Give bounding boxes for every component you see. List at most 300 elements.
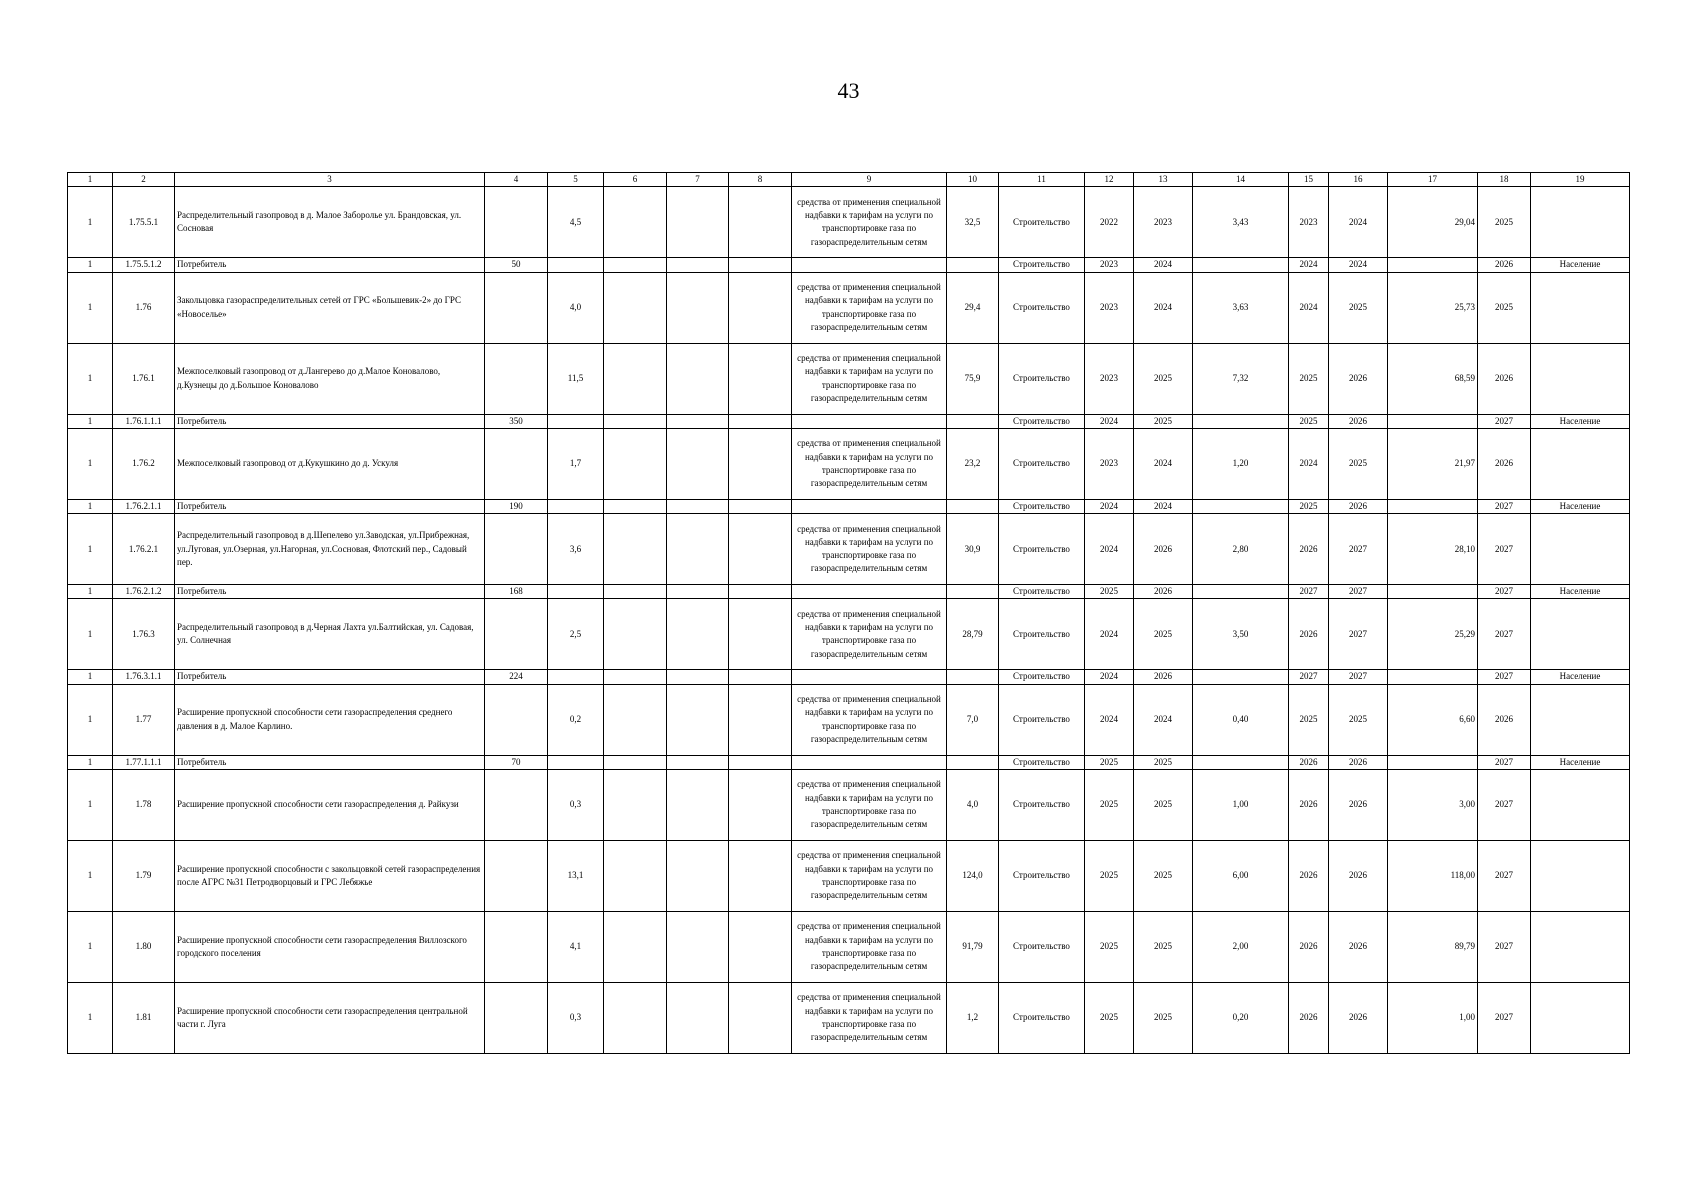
project-row	[68, 428, 1630, 499]
cell-col-8	[729, 670, 792, 684]
cell-col-8	[729, 499, 792, 513]
cell-col-4	[485, 599, 548, 670]
cell-col-5	[548, 585, 604, 599]
cell-col-5	[548, 670, 604, 684]
cell-col-17	[1388, 258, 1478, 272]
cell-col-19	[1531, 684, 1630, 755]
cell-col-17	[1388, 585, 1478, 599]
cell-col-8	[729, 258, 792, 272]
cell-col-19: Население	[1531, 755, 1630, 769]
cell-col-5	[548, 258, 604, 272]
cell-col-9: средства от применения специальной надбавки к тарифам на услуги по транспортировке газа по газораспределительным сетям	[792, 343, 947, 414]
cell-col-13: 2024	[1134, 684, 1193, 755]
cell-col-14: 7,32	[1193, 343, 1289, 414]
cell-col-4	[485, 514, 548, 585]
cell-col-18: 2027	[1478, 670, 1531, 684]
cell-col-10	[947, 755, 999, 769]
cell-col-13: 2024	[1134, 258, 1193, 272]
cell-col-17: 68,59	[1388, 343, 1478, 414]
project-row	[68, 983, 1630, 1054]
cell-col-18: 2026	[1478, 684, 1531, 755]
cell-col-14: 2,80	[1193, 514, 1289, 585]
cell-col-14: 1,20	[1193, 428, 1289, 499]
project-row	[68, 514, 1630, 585]
cell-col-18: 2027	[1478, 599, 1531, 670]
cell-col-9	[792, 258, 947, 272]
consumer-row	[68, 585, 1630, 599]
cell-col-5: 4,0	[548, 272, 604, 343]
cell-col-6	[604, 499, 667, 513]
cell-col-17: 118,00	[1388, 841, 1478, 912]
cell-col-11: Строительство	[999, 514, 1085, 585]
cell-col-9: средства от применения специальной надбавки к тарифам на услуги по транспортировке газа по газораспределительным сетям	[792, 912, 947, 983]
cell-col-13: 2025	[1134, 343, 1193, 414]
cell-col-7	[667, 599, 729, 670]
cell-col-2: 1.76.2.1.2	[113, 585, 175, 599]
column-header: 10	[947, 173, 999, 187]
column-header: 8	[729, 173, 792, 187]
cell-col-1: 1	[68, 983, 113, 1054]
cell-col-6	[604, 514, 667, 585]
cell-col-19	[1531, 514, 1630, 585]
cell-col-10: 1,2	[947, 983, 999, 1054]
cell-col-6	[604, 755, 667, 769]
cell-col-17: 21,97	[1388, 428, 1478, 499]
cell-col-12: 2024	[1085, 414, 1134, 428]
cell-col-18: 2026	[1478, 343, 1531, 414]
project-row	[68, 187, 1630, 258]
cell-col-10: 4,0	[947, 770, 999, 841]
cell-col-17: 28,10	[1388, 514, 1478, 585]
cell-col-18: 2027	[1478, 841, 1531, 912]
cell-col-17: 1,00	[1388, 983, 1478, 1054]
cell-col-12: 2023	[1085, 428, 1134, 499]
cell-col-6	[604, 599, 667, 670]
cell-col-6	[604, 841, 667, 912]
cell-col-7	[667, 272, 729, 343]
column-header: 12	[1085, 173, 1134, 187]
cell-col-4: 350	[485, 414, 548, 428]
cell-col-3: Потребитель	[175, 258, 485, 272]
cell-col-13: 2026	[1134, 670, 1193, 684]
cell-col-18: 2027	[1478, 414, 1531, 428]
cell-col-1: 1	[68, 272, 113, 343]
cell-col-3: Потребитель	[175, 585, 485, 599]
cell-col-15: 2026	[1289, 983, 1329, 1054]
cell-col-14	[1193, 755, 1289, 769]
cell-col-4: 50	[485, 258, 548, 272]
cell-col-1: 1	[68, 414, 113, 428]
column-header: 7	[667, 173, 729, 187]
cell-col-19	[1531, 983, 1630, 1054]
cell-col-8	[729, 841, 792, 912]
cell-col-1: 1	[68, 841, 113, 912]
cell-col-17: 6,60	[1388, 684, 1478, 755]
cell-col-9	[792, 755, 947, 769]
cell-col-8	[729, 599, 792, 670]
cell-col-19: Население	[1531, 585, 1630, 599]
cell-col-14	[1193, 670, 1289, 684]
cell-col-5: 0,3	[548, 983, 604, 1054]
cell-col-2: 1.76.2.1	[113, 514, 175, 585]
cell-col-13: 2024	[1134, 428, 1193, 499]
cell-col-7	[667, 912, 729, 983]
cell-col-11: Строительство	[999, 755, 1085, 769]
cell-col-9	[792, 585, 947, 599]
cell-col-1: 1	[68, 499, 113, 513]
cell-col-13: 2026	[1134, 514, 1193, 585]
column-header: 2	[113, 173, 175, 187]
cell-col-2: 1.80	[113, 912, 175, 983]
project-row	[68, 684, 1630, 755]
cell-col-9	[792, 670, 947, 684]
cell-col-12: 2023	[1085, 272, 1134, 343]
cell-col-16: 2026	[1329, 343, 1388, 414]
cell-col-7	[667, 684, 729, 755]
column-header: 16	[1329, 173, 1388, 187]
cell-col-12: 2025	[1085, 912, 1134, 983]
project-row	[68, 599, 1630, 670]
cell-col-10: 28,79	[947, 599, 999, 670]
cell-col-9: средства от применения специальной надбавки к тарифам на услуги по транспортировке газа по газораспределительным сетям	[792, 684, 947, 755]
cell-col-12: 2025	[1085, 770, 1134, 841]
cell-col-18: 2027	[1478, 770, 1531, 841]
consumer-row	[68, 258, 1630, 272]
cell-col-2: 1.76.3.1.1	[113, 670, 175, 684]
cell-col-8	[729, 428, 792, 499]
cell-col-12: 2023	[1085, 343, 1134, 414]
cell-col-9: средства от применения специальной надбавки к тарифам на услуги по транспортировке газа по газораспределительным сетям	[792, 514, 947, 585]
cell-col-15: 2026	[1289, 599, 1329, 670]
cell-col-2: 1.76.1	[113, 343, 175, 414]
cell-col-10: 32,5	[947, 187, 999, 258]
cell-col-18: 2027	[1478, 499, 1531, 513]
cell-col-16: 2026	[1329, 841, 1388, 912]
cell-col-13: 2025	[1134, 414, 1193, 428]
cell-col-10: 91,79	[947, 912, 999, 983]
cell-col-4	[485, 428, 548, 499]
cell-col-13: 2025	[1134, 983, 1193, 1054]
cell-col-8	[729, 272, 792, 343]
cell-col-1: 1	[68, 755, 113, 769]
column-header: 14	[1193, 173, 1289, 187]
cell-col-17	[1388, 755, 1478, 769]
cell-col-11: Строительство	[999, 428, 1085, 499]
cell-col-2: 1.75.5.1.2	[113, 258, 175, 272]
cell-col-3: Закольцовка газораспределительных сетей от ГРС «Большевик-2» до ГРС «Новоселье»	[175, 272, 485, 343]
cell-col-5: 0,3	[548, 770, 604, 841]
cell-col-6	[604, 684, 667, 755]
cell-col-8	[729, 514, 792, 585]
cell-col-6	[604, 343, 667, 414]
column-header: 9	[792, 173, 947, 187]
cell-col-12: 2024	[1085, 684, 1134, 755]
cell-col-9: средства от применения специальной надбавки к тарифам на услуги по транспортировке газа по газораспределительным сетям	[792, 841, 947, 912]
cell-col-8	[729, 912, 792, 983]
cell-col-15: 2025	[1289, 343, 1329, 414]
cell-col-4	[485, 912, 548, 983]
column-header: 1	[68, 173, 113, 187]
cell-col-8	[729, 770, 792, 841]
cell-col-4: 70	[485, 755, 548, 769]
cell-col-18: 2025	[1478, 187, 1531, 258]
page-number: 43	[837, 78, 860, 103]
cell-col-11: Строительство	[999, 343, 1085, 414]
cell-col-10	[947, 258, 999, 272]
cell-col-2: 1.76.2.1.1	[113, 499, 175, 513]
cell-col-6	[604, 770, 667, 841]
cell-col-5	[548, 499, 604, 513]
cell-col-1: 1	[68, 428, 113, 499]
cell-col-19	[1531, 272, 1630, 343]
cell-col-11: Строительство	[999, 187, 1085, 258]
cell-col-12: 2024	[1085, 514, 1134, 585]
cell-col-10: 29,4	[947, 272, 999, 343]
cell-col-8	[729, 343, 792, 414]
cell-col-10: 23,2	[947, 428, 999, 499]
cell-col-12: 2022	[1085, 187, 1134, 258]
cell-col-15: 2025	[1289, 499, 1329, 513]
cell-col-3: Межпоселковый газопровод от д.Лангерево до д.Малое Коновалово, д.Кузнецы до д.Большое Коновалово	[175, 343, 485, 414]
cell-col-4	[485, 983, 548, 1054]
project-row	[68, 841, 1630, 912]
cell-col-12: 2023	[1085, 258, 1134, 272]
cell-col-3: Распределительный газопровод в д.Черная Лахта ул.Балтийская, ул. Садовая, ул. Солнечная	[175, 599, 485, 670]
cell-col-11: Строительство	[999, 912, 1085, 983]
cell-col-19	[1531, 187, 1630, 258]
cell-col-17: 89,79	[1388, 912, 1478, 983]
cell-col-1: 1	[68, 343, 113, 414]
cell-col-10: 75,9	[947, 343, 999, 414]
project-row	[68, 272, 1630, 343]
cell-col-6	[604, 983, 667, 1054]
cell-col-5: 2,5	[548, 599, 604, 670]
cell-col-15: 2025	[1289, 684, 1329, 755]
cell-col-18: 2026	[1478, 258, 1531, 272]
cell-col-16: 2025	[1329, 428, 1388, 499]
cell-col-5: 3,6	[548, 514, 604, 585]
cell-col-16: 2027	[1329, 585, 1388, 599]
cell-col-14: 0,20	[1193, 983, 1289, 1054]
cell-col-2: 1.75.5.1	[113, 187, 175, 258]
cell-col-1: 1	[68, 585, 113, 599]
cell-col-18: 2027	[1478, 514, 1531, 585]
cell-col-13: 2026	[1134, 585, 1193, 599]
cell-col-11: Строительство	[999, 258, 1085, 272]
cell-col-3: Потребитель	[175, 755, 485, 769]
cell-col-14: 3,63	[1193, 272, 1289, 343]
cell-col-8	[729, 187, 792, 258]
cell-col-14	[1193, 499, 1289, 513]
project-row	[68, 912, 1630, 983]
cell-col-19	[1531, 428, 1630, 499]
cell-col-2: 1.79	[113, 841, 175, 912]
cell-col-15: 2026	[1289, 755, 1329, 769]
cell-col-14: 0,40	[1193, 684, 1289, 755]
cell-col-6	[604, 670, 667, 684]
cell-col-19	[1531, 599, 1630, 670]
cell-col-13: 2025	[1134, 599, 1193, 670]
cell-col-7	[667, 499, 729, 513]
cell-col-9: средства от применения специальной надбавки к тарифам на услуги по транспортировке газа по газораспределительным сетям	[792, 272, 947, 343]
cell-col-13: 2024	[1134, 499, 1193, 513]
cell-col-13: 2025	[1134, 841, 1193, 912]
cell-col-15: 2026	[1289, 912, 1329, 983]
cell-col-12: 2024	[1085, 599, 1134, 670]
cell-col-15: 2027	[1289, 670, 1329, 684]
cell-col-2: 1.81	[113, 983, 175, 1054]
cell-col-19: Население	[1531, 414, 1630, 428]
cell-col-11: Строительство	[999, 414, 1085, 428]
cell-col-15: 2024	[1289, 272, 1329, 343]
column-header: 17	[1388, 173, 1478, 187]
cell-col-8	[729, 414, 792, 428]
cell-col-3: Межпоселковый газопровод от д.Кукушкино до д. Ускуля	[175, 428, 485, 499]
cell-col-2: 1.76.3	[113, 599, 175, 670]
cell-col-16: 2026	[1329, 414, 1388, 428]
cell-col-2: 1.77	[113, 684, 175, 755]
cell-col-3: Потребитель	[175, 499, 485, 513]
cell-col-4	[485, 343, 548, 414]
cell-col-16: 2026	[1329, 755, 1388, 769]
cell-col-7	[667, 414, 729, 428]
cell-col-5: 1,7	[548, 428, 604, 499]
cell-col-2: 1.76	[113, 272, 175, 343]
cell-col-16: 2026	[1329, 770, 1388, 841]
cell-col-7	[667, 755, 729, 769]
cell-col-15: 2024	[1289, 258, 1329, 272]
cell-col-12: 2024	[1085, 670, 1134, 684]
cell-col-17	[1388, 414, 1478, 428]
cell-col-15: 2026	[1289, 770, 1329, 841]
project-row	[68, 770, 1630, 841]
gas-network-plan-table	[67, 172, 1630, 1054]
cell-col-4	[485, 841, 548, 912]
cell-col-13: 2023	[1134, 187, 1193, 258]
cell-col-6	[604, 585, 667, 599]
project-row	[68, 343, 1630, 414]
cell-col-11: Строительство	[999, 770, 1085, 841]
cell-col-13: 2025	[1134, 912, 1193, 983]
cell-col-16: 2026	[1329, 499, 1388, 513]
cell-col-12: 2025	[1085, 983, 1134, 1054]
cell-col-18: 2025	[1478, 272, 1531, 343]
cell-col-10	[947, 414, 999, 428]
cell-col-10: 30,9	[947, 514, 999, 585]
cell-col-3: Потребитель	[175, 670, 485, 684]
cell-col-6	[604, 414, 667, 428]
cell-col-3: Распределительный газопровод в д. Малое Заборолье ул. Брандовская, ул. Сосновая	[175, 187, 485, 258]
cell-col-11: Строительство	[999, 670, 1085, 684]
cell-col-16: 2026	[1329, 983, 1388, 1054]
column-header: 19	[1531, 173, 1630, 187]
cell-col-6	[604, 258, 667, 272]
cell-col-2: 1.76.1.1.1	[113, 414, 175, 428]
cell-col-3: Распределительный газопровод в д.Шепелево ул.Заводская, ул.Прибрежная, ул.Луговая, ул.Озерная, ул.Нагорная, ул.Сосновая, Флотский пер., Садовый пер.	[175, 514, 485, 585]
cell-col-14	[1193, 414, 1289, 428]
cell-col-7	[667, 670, 729, 684]
cell-col-16: 2027	[1329, 670, 1388, 684]
cell-col-10: 124,0	[947, 841, 999, 912]
cell-col-2: 1.77.1.1.1	[113, 755, 175, 769]
cell-col-3: Расширение пропускной способности сети газораспределения Виллозского городского поселения	[175, 912, 485, 983]
cell-col-1: 1	[68, 770, 113, 841]
cell-col-3: Потребитель	[175, 414, 485, 428]
cell-col-7	[667, 585, 729, 599]
consumer-row	[68, 755, 1630, 769]
cell-col-17	[1388, 499, 1478, 513]
cell-col-4	[485, 187, 548, 258]
cell-col-3: Расширение пропускной способности с закольцовкой сетей газораспределения после АГРС №31 Петродворцовый и ГРС Лебяжье	[175, 841, 485, 912]
cell-col-19	[1531, 770, 1630, 841]
cell-col-4	[485, 684, 548, 755]
column-header: 5	[548, 173, 604, 187]
cell-col-12: 2025	[1085, 585, 1134, 599]
cell-col-7	[667, 841, 729, 912]
cell-col-11: Строительство	[999, 684, 1085, 755]
cell-col-8	[729, 755, 792, 769]
cell-col-2: 1.76.2	[113, 428, 175, 499]
column-header: 6	[604, 173, 667, 187]
cell-col-1: 1	[68, 514, 113, 585]
cell-col-5: 11,5	[548, 343, 604, 414]
cell-col-11: Строительство	[999, 983, 1085, 1054]
cell-col-17: 25,73	[1388, 272, 1478, 343]
cell-col-9	[792, 499, 947, 513]
cell-col-9: средства от применения специальной надбавки к тарифам на услуги по транспортировке газа по газораспределительным сетям	[792, 428, 947, 499]
cell-col-15: 2026	[1289, 841, 1329, 912]
consumer-row	[68, 670, 1630, 684]
cell-col-11: Строительство	[999, 599, 1085, 670]
cell-col-15: 2027	[1289, 585, 1329, 599]
cell-col-16: 2025	[1329, 272, 1388, 343]
column-header: 13	[1134, 173, 1193, 187]
cell-col-5: 0,2	[548, 684, 604, 755]
cell-col-1: 1	[68, 912, 113, 983]
cell-col-15: 2023	[1289, 187, 1329, 258]
cell-col-10	[947, 585, 999, 599]
cell-col-4: 190	[485, 499, 548, 513]
cell-col-18: 2027	[1478, 755, 1531, 769]
cell-col-5: 13,1	[548, 841, 604, 912]
cell-col-1: 1	[68, 258, 113, 272]
cell-col-18: 2027	[1478, 585, 1531, 599]
cell-col-14: 3,43	[1193, 187, 1289, 258]
cell-col-1: 1	[68, 670, 113, 684]
cell-col-7	[667, 187, 729, 258]
cell-col-16: 2025	[1329, 684, 1388, 755]
cell-col-7	[667, 343, 729, 414]
cell-col-15: 2026	[1289, 514, 1329, 585]
cell-col-15: 2024	[1289, 428, 1329, 499]
column-header: 11	[999, 173, 1085, 187]
cell-col-3: Расширение пропускной способности сети газораспределения д. Райкузи	[175, 770, 485, 841]
cell-col-7	[667, 514, 729, 585]
cell-col-9: средства от применения специальной надбавки к тарифам на услуги по транспортировке газа по газораспределительным сетям	[792, 599, 947, 670]
cell-col-6	[604, 428, 667, 499]
cell-col-13: 2025	[1134, 770, 1193, 841]
consumer-row	[68, 499, 1630, 513]
column-header: 18	[1478, 173, 1531, 187]
cell-col-17	[1388, 670, 1478, 684]
cell-col-19	[1531, 343, 1630, 414]
cell-col-19	[1531, 841, 1630, 912]
cell-col-17: 25,29	[1388, 599, 1478, 670]
cell-col-19	[1531, 912, 1630, 983]
cell-col-4: 224	[485, 670, 548, 684]
column-header: 4	[485, 173, 548, 187]
cell-col-7	[667, 770, 729, 841]
